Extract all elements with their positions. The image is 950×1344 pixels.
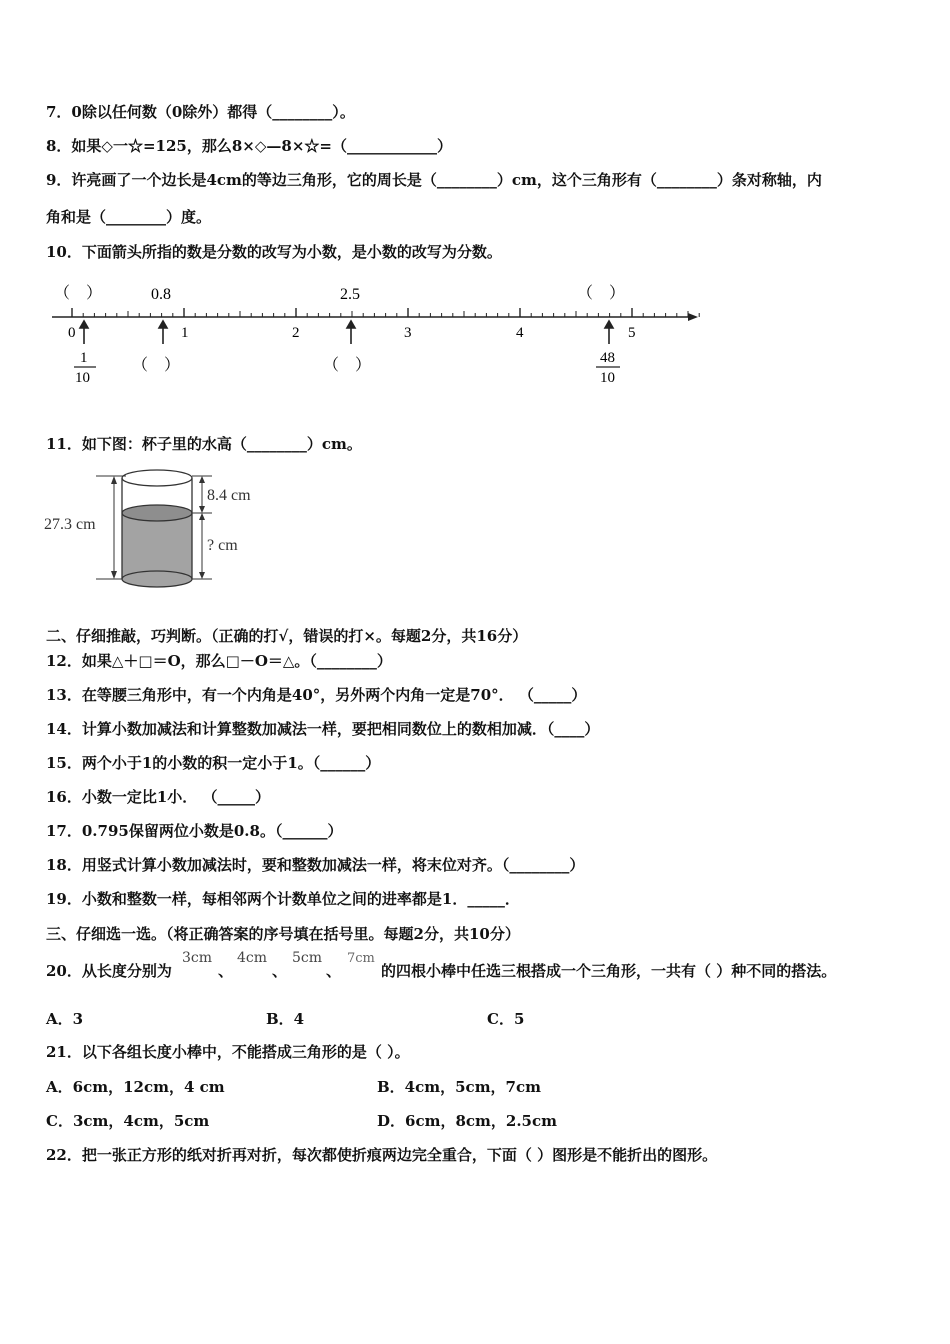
cup-water-height-label: ? cm [207, 537, 238, 554]
fraction-1-10-numerator: 1 [80, 350, 88, 366]
question-19: 19．小数和整数一样，每相邻两个计数单位之间的进率都是1．_____． [46, 890, 520, 908]
numberline-label-0-8: 0.8 [151, 286, 171, 303]
question-16: 16．小数一定比1小． （_____） [46, 788, 271, 806]
separator: 、 [272, 962, 288, 980]
q21-option-b: B．4cm，5cm，7cm [377, 1078, 542, 1096]
arrow-up-icon [80, 321, 88, 328]
question-8: 8．如果◇一☆=125，那么8×◇—8×☆=（____________） [46, 137, 452, 155]
question-18: 18．用竖式计算小数加减法时，要和整数加减法一样，将末位对齐。（________） [46, 856, 585, 874]
length-7cm: 7cm [347, 951, 375, 966]
q21-option-d: D．6cm，8cm，2.5cm [377, 1112, 557, 1130]
q20-option-c: C．5 [487, 1010, 525, 1028]
separator: 、 [218, 962, 234, 980]
question-11: 11．如下图：杯子里的水高（________）cm。 [46, 435, 362, 453]
fraction-48-10-numerator: 48 [600, 350, 615, 366]
arrow-up-icon [605, 321, 613, 328]
arrow-up-icon [159, 321, 167, 328]
numberline-tick-label-3: 3 [404, 325, 412, 341]
cup-figure [40, 466, 280, 590]
question-10: 10．下面箭头所指的数是分数的改写为小数，是小数的改写为分数。 [46, 243, 502, 261]
question-20-prefix: 20．从长度分别为 [46, 962, 172, 980]
length-4cm: 4cm [237, 950, 268, 966]
numberline-paren-right: （ ） [577, 285, 626, 302]
numberline-paren-left: （ ） [54, 285, 103, 302]
question-14: 14．计算小数加减法和计算整数加减法一样，要把相同数位上的数相加减．（____） [46, 720, 600, 738]
question-9-line1: 9．许亮画了一个边长是4cm的等边三角形，它的周长是（________）cm，这个三角形有（________）条对称轴，内 [46, 171, 822, 189]
length-3cm: 3cm [182, 950, 213, 966]
numberline-arrowhead [688, 313, 698, 321]
q20-option-a: A．3 [46, 1010, 84, 1028]
separator: 、 [326, 962, 342, 980]
question-17: 17．0.795保留两位小数是0.8。（______） [46, 822, 343, 840]
numberline-tick-label-4: 4 [516, 325, 524, 341]
section-2-heading: 二、仔细推敲，巧判断。（正确的打√，错误的打×。每题2分，共16分） [46, 627, 528, 645]
arrow-up-icon [347, 321, 355, 328]
fraction-48-10-denominator: 10 [600, 370, 615, 386]
numberline-blank-1: （ ） [132, 357, 181, 374]
numberline-tick-label-5: 5 [628, 325, 636, 341]
cup-rim [122, 470, 192, 486]
cup-water [122, 513, 192, 579]
cup-total-height-label: 27.3 cm [44, 516, 96, 533]
q21-option-a: A．6cm，12cm，4 cm [46, 1078, 225, 1096]
numberline-blank-2: （ ） [323, 357, 372, 374]
question-21: 21．以下各组长度小棒中，不能搭成三角形的是（ ）。 [46, 1043, 410, 1061]
question-22: 22．把一张正方形的纸对折再对折，每次都使折痕两边完全重合，下面（ ）图形是不能折出的图形。 [46, 1146, 718, 1164]
fraction-1-10-denominator: 10 [75, 370, 90, 386]
q21-option-c: C．3cm，4cm，5cm [46, 1112, 210, 1130]
q20-option-b: B．4 [266, 1010, 305, 1028]
question-15: 15．两个小于1的小数的积一定小于1。（______） [46, 754, 381, 772]
question-9-line2: 角和是（________）度。 [46, 208, 212, 226]
numberline-tick-label-2: 2 [292, 325, 300, 341]
section-3-heading: 三、仔细选一选。（将正确答案的序号填在括号里。每题2分，共10分） [46, 925, 520, 943]
numberline-tick-label-1: 1 [181, 325, 189, 341]
question-12: 12．如果△＋□＝O，那么□－O＝△。（________） [46, 652, 392, 670]
length-5cm: 5cm [292, 950, 323, 966]
numberline-ticks [72, 308, 699, 317]
number-line-figure [40, 278, 710, 396]
question-20-suffix: 的四根小棒中任选三根搭成一个三角形，一共有（ ）种不同的搭法。 [381, 962, 837, 980]
question-7: 7．0除以任何数（0除外）都得（________）。 [46, 103, 355, 121]
numberline-tick-label-0: 0 [68, 325, 76, 341]
cup-top-gap-label: 8.4 cm [207, 487, 251, 504]
question-13: 13．在等腰三角形中，有一个内角是40°，另外两个内角一定是70°． （_____） [46, 686, 587, 704]
numberline-label-2-5: 2.5 [340, 286, 360, 303]
